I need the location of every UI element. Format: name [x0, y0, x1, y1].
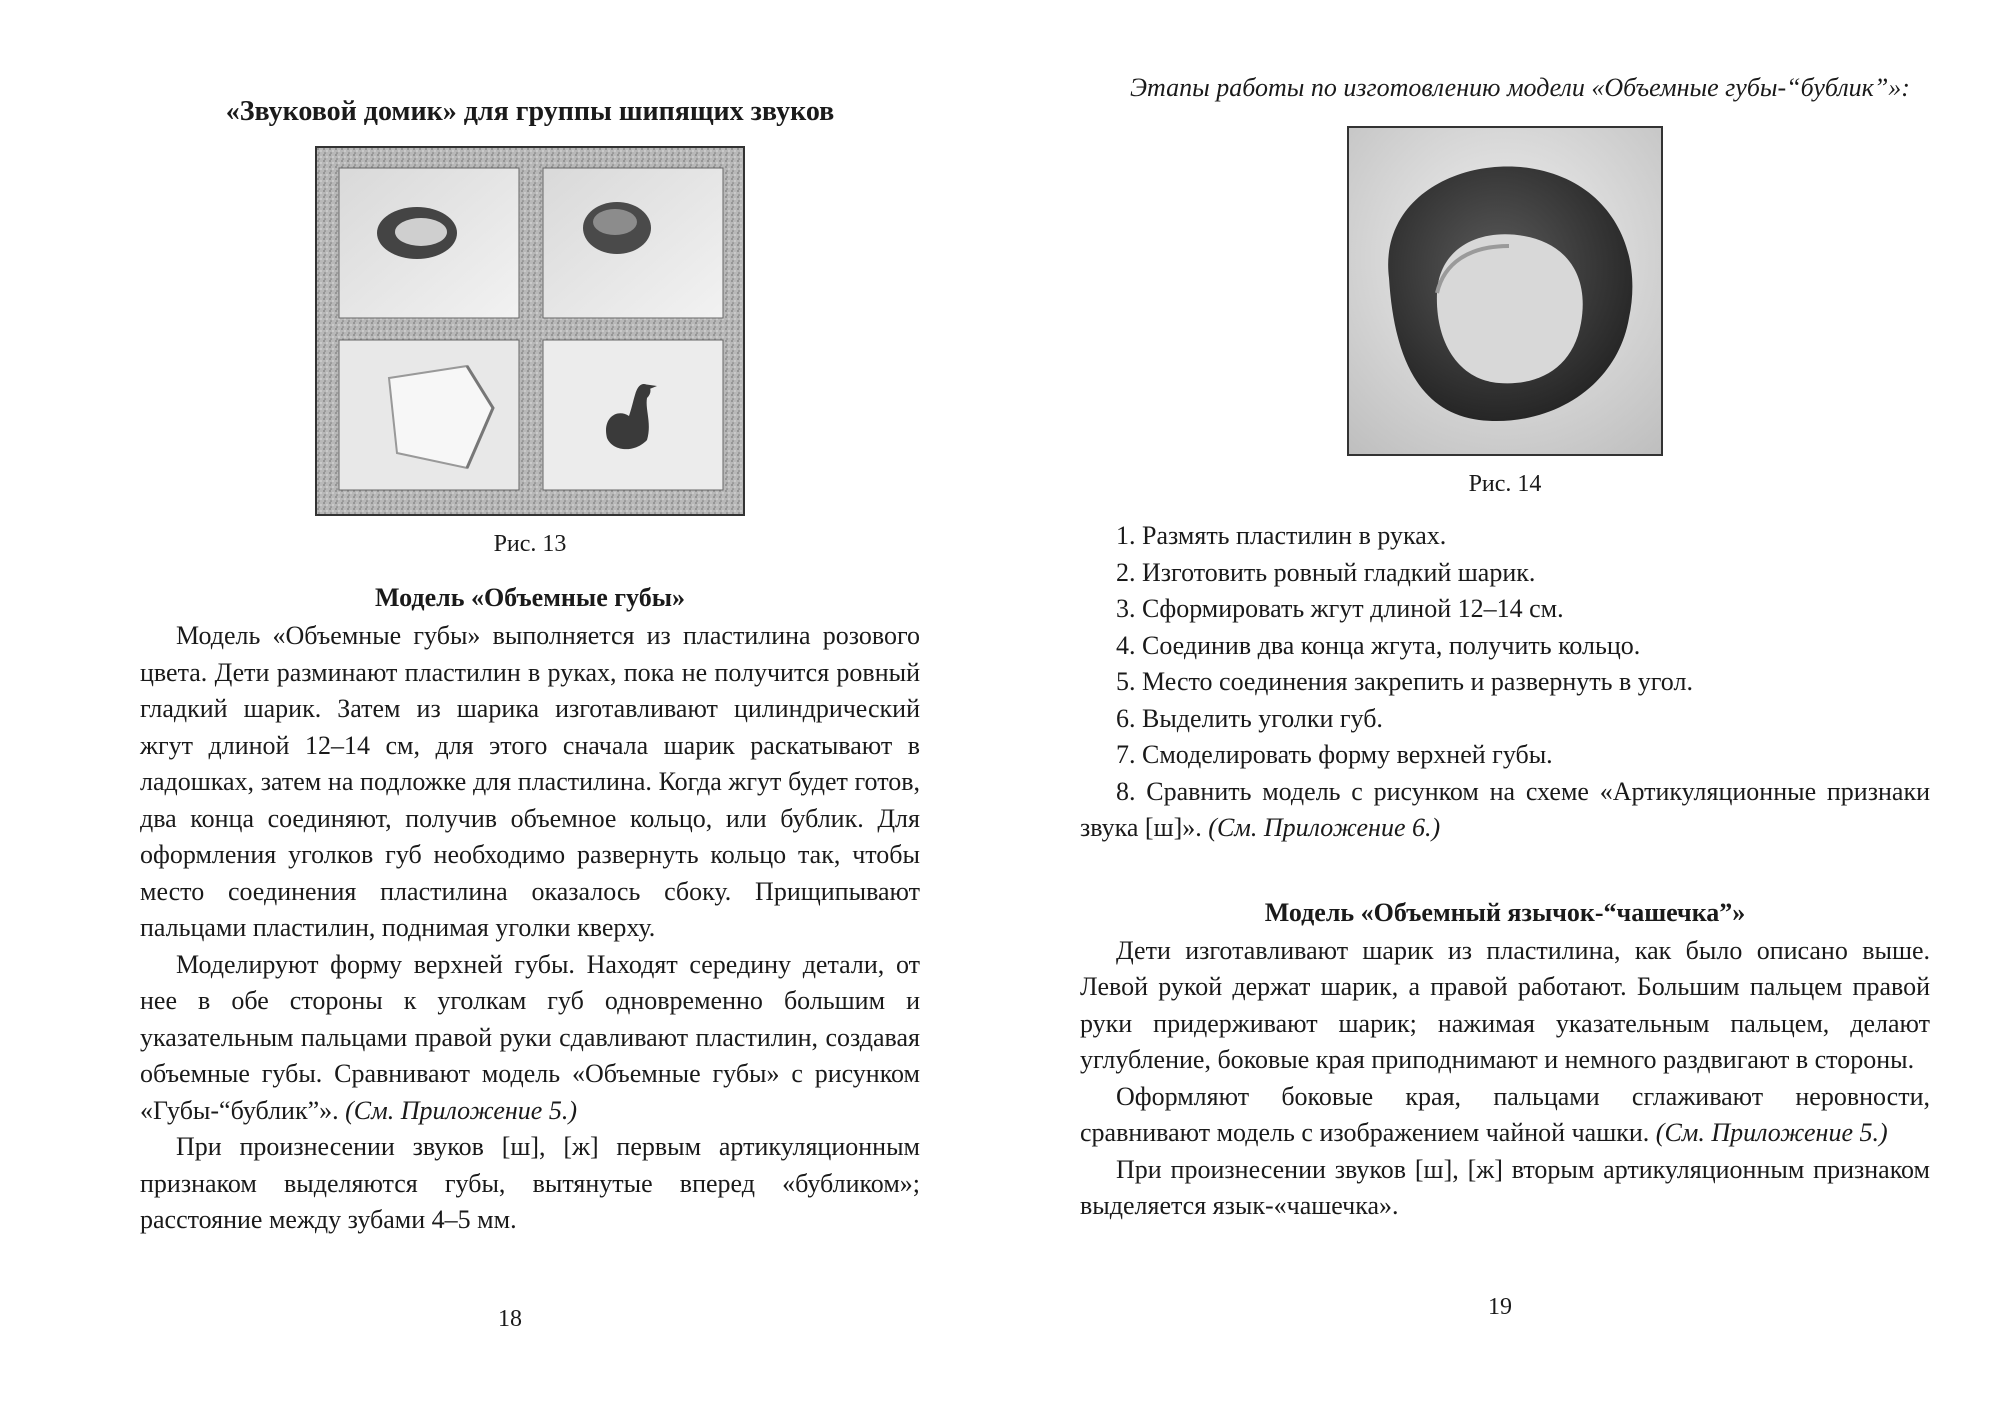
page-number-right: 19 [1488, 1294, 1512, 1320]
paragraph-text: Дети изготавливают шарик из пластилина, как было описано выше. Левой рукой держат шарик, а правой работают. Большим пальцем правой руки придерживают шарик; нажимая указательным пальцем, делают углубление, боковые края приподнимают и немного раздвигают в стороны. [1080, 935, 1930, 1074]
paragraph-1 [140, 618, 920, 947]
list-item: 1. Размять пластилин в руках. [1116, 521, 1447, 550]
list-item: 7. Смоделировать форму верхней губы. [1116, 740, 1553, 769]
sound-house-image [317, 148, 743, 514]
steps-intro: Этапы работы по изготовлению модели «Объемные губы-“бублик”»: [1130, 73, 1910, 102]
paragraph-3 [1080, 1152, 1930, 1225]
page-title: «Звуковой домик» для группы шипящих звуков [225, 96, 835, 127]
figure-13-photo [315, 146, 745, 516]
list-item: 4. Соединив два конца жгута, получить кольцо. [1116, 630, 1641, 660]
paragraph-text: При произнесении звуков [ш], [ж] вторым артикуляционным признаком выделяется язык-«чашечка». [1080, 1154, 1930, 1220]
paragraph-text: Оформляют боковые края, пальцами сглаживают неровности, сравнивают модель с изображением чайной чашки. [1080, 1081, 1930, 1147]
figure-14-photo [1347, 126, 1663, 456]
list-item: 3. Сформировать жгут длиной 12–14 см. [1116, 594, 1564, 623]
paragraph-1 [1080, 933, 1930, 1079]
page-number-left: 18 [498, 1306, 522, 1332]
figure-13-caption: Рис. 13 [493, 531, 567, 557]
section-title-lips: Модель «Объемные губы» [374, 583, 686, 612]
appendix-reference: (См. Приложение 5.) [345, 1095, 577, 1125]
steps-list [1080, 518, 1930, 847]
list-item: 6. Выделить уголки губ. [1116, 703, 1383, 733]
list-item: 5. Место соединения закрепить и развернуть в угол. [1116, 667, 1693, 696]
paragraph-text: Моделируют форму верхней губы. Находят середину детали, от нее в обе стороны к уголкам губ одновременно большим и указательным пальцами правой руки сдавливают пластилин, создавая объемные губы. Сравнивают модель «Объемные губы» с рисунком «Губы-“бублик”». [140, 949, 920, 1125]
appendix-reference: (См. Приложение 5.) [1655, 1118, 1888, 1147]
section-title-tongue: Модель «Объемный язычок-“чашечка”» [1264, 897, 1746, 927]
paragraph-2 [1080, 1079, 1930, 1152]
list-item: 2. Изготовить ровный гладкий шарик. [1116, 557, 1536, 587]
appendix-reference: (См. Приложение 6.) [1208, 813, 1441, 842]
paragraph-3 [140, 1129, 920, 1239]
right-page [1000, 0, 2000, 1418]
paragraph-2 [140, 947, 920, 1130]
list-item [1080, 774, 1930, 847]
spacer [1080, 847, 1930, 877]
step-8-text: 8. Сравнить модель с рисунком на схеме «Артикуляционные признаки звука [ш]». [1080, 776, 1930, 842]
ring-lips-image [1349, 128, 1661, 454]
paragraph-text: При произнесении звуков [ш], [ж] первым артикуляционным признаком выделяются губы, вытянутые вперед «бубликом»; расстояние между зубами 4–5 мм. [140, 1132, 920, 1234]
figure-14-caption: Рис. 14 [1468, 471, 1542, 497]
paragraph-text: Модель «Объемные губы» выполняется из пластилина розового цвета. Дети разминают пластилин в руках, пока не получится ровный гладкий шарик. Затем из шарика изготавливают цилиндрический жгут длиной 12–14 см, для этого сначала шарик раскатывают в ладошках, затем на подложке для пластилина. Когда жгут будет готов, два конца соединяют, получив объемное кольцо, или бублик. Для оформления уголков губ необходимо развернуть кольцо так, чтобы место соединения пластилина оказалось сбоку. Прищипывают пальцами пластилин, поднимая уголки кверху. [140, 621, 920, 942]
